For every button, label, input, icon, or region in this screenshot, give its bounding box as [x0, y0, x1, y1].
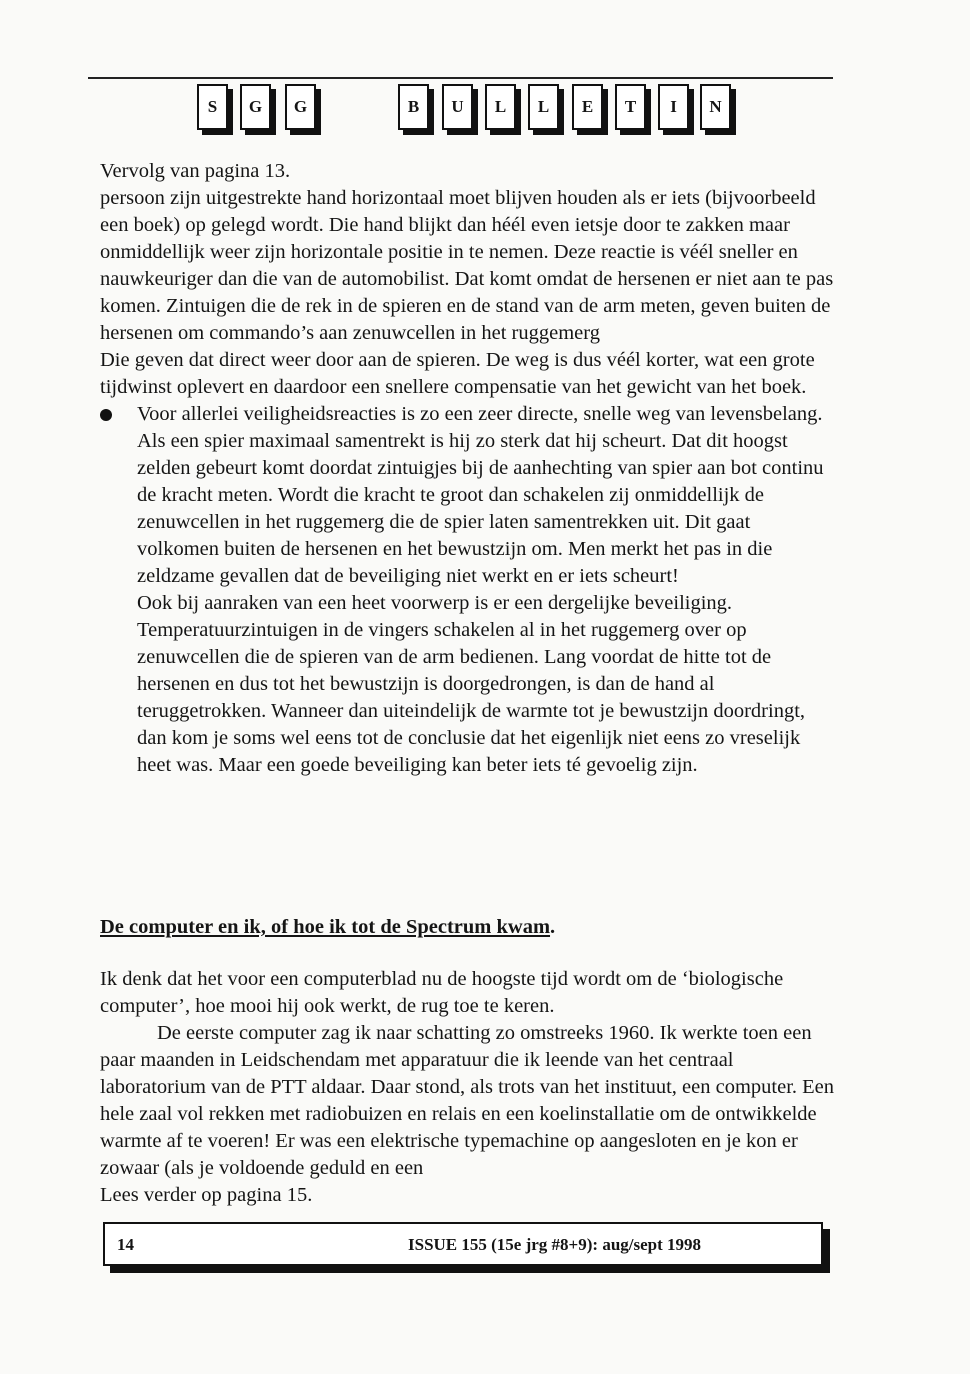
paragraph: Ik denk dat het voor een computerblad nu de hoogste tijd wordt om de ‘biologische computer’, hoe mooi hij ook werkt, de rug toe te keren.	[100, 968, 784, 1017]
bullet-item	[100, 401, 835, 779]
masthead-letter: T	[615, 84, 646, 130]
masthead-letter: G	[285, 84, 316, 130]
masthead-letter: E	[572, 84, 603, 130]
bullet-paragraph: Ook bij aanraken van een heet voorwerp is er een dergelijke beveiliging. Temperatuurzintuigen in de vingers schakelen al in het ruggemerg over op zenuwcellen die de spieren van de arm bedienen. Lang voordat de hitte tot de hersenen en dus tot het bewustzijn is doorgedrongen, is dan de hand al teruggetrokken. Wanneer dan uiteindelijk de warmte tot je bewustzijn doordringt, dan kom je soms wel eens tot de conclusie dat het eigenlijk niet eens zo vreselijk heet was. Maar een goede beveiliging kan beter iets té gevoelig zijn.	[137, 592, 806, 776]
issue-label: ISSUE 155 (15e jrg #8+9): aug/sept 1998	[408, 1235, 702, 1254]
masthead-letter: S	[197, 84, 228, 130]
body-text	[100, 158, 835, 779]
page-number: 14	[117, 1235, 134, 1254]
article-heading-text: De computer en ik, of hoe ik tot de Spectrum kwam	[100, 916, 551, 938]
bullet-dot-icon	[100, 409, 112, 421]
masthead-letter: L	[485, 84, 516, 130]
continued-from: Vervolg van pagina 13.	[100, 160, 291, 182]
paragraph: De eerste computer zag ik naar schatting zo omstreeks 1960. Ik werkte toen een paar maanden in Leidschendam met apparatuur die ik leende van het centraal laboratorium van de PTT aldaar. Daar stond, als trots van het instituut, een computer. Een hele zaal vol rekken met radiobuizen en relais en een koelinstallatie om de ontwikkelde warmte af te voeren! Er was een elektrische typemachine op aangesloten en je kon er zowaar (als je voldoende geduld en een	[100, 1022, 835, 1179]
masthead-letter: G	[240, 84, 271, 130]
footer-bar	[103, 1222, 823, 1266]
article-heading	[100, 914, 555, 941]
masthead-letter: U	[442, 84, 473, 130]
article-heading-tail: .	[550, 916, 556, 938]
masthead-letter: N	[700, 84, 731, 130]
bullet-paragraph: Voor allerlei veiligheidsreacties is zo een zeer directe, snelle weg van levensbelang. Als een spier maximaal samentrekt is hij zo sterk dat hij scheurt. Dat dit hoogst zelden gebeurt komt doordat zintuigjes bij de aanhechting van spier aan bot continu de kracht meten. Wordt die kracht te groot dan schakelen zij onmiddellijk de zenuwcellen in het ruggemerg die de spier laten samentrekken uit. Dit gaat volkomen buiten de hersenen en het bewustzijn om. Men merkt het pas in die zeldzame gevallen dat de beveiliging niet werkt en er iets scheurt!	[137, 403, 824, 587]
paragraph: Die geven dat direct weer door aan de spieren. De weg is dus véél korter, wat een grote tijdwinst oplevert en daardoor een snellere compensatie van het gewicht van het boek.	[100, 349, 815, 398]
masthead-letter: B	[398, 84, 429, 130]
article-text	[100, 966, 835, 1209]
masthead-letter: I	[658, 84, 689, 130]
top-rule	[88, 77, 833, 79]
continued-on: Lees verder op pagina 15.	[100, 1184, 313, 1206]
paragraph: persoon zijn uitgestrekte hand horizontaal moet blijven houden als er iets (bijvoorbeeld een boek) op gelegd wordt. Die hand blijkt dan héél even ietsje door te zakken maar onmiddellijk weer zijn horizontale positie in te nemen. Deze reactie is véél sneller en nauwkeuriger dan die van de automobilist. Dat komt omdat de hersenen er niet aan te pas komen. Zintuigen die de rek in de spieren en de stand van de arm meten, geven buiten de hersenen om commando’s aan zenuwcellen in het ruggemerg	[100, 187, 834, 344]
masthead-letter: L	[528, 84, 559, 130]
